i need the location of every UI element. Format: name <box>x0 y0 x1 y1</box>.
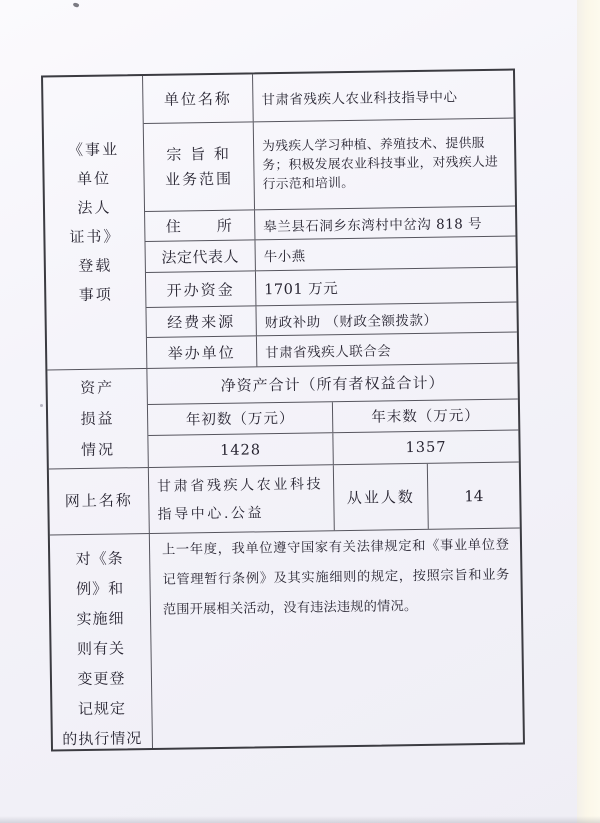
field-value-text: 1701 万元 <box>264 280 339 298</box>
field-label-text: 单位名称 <box>163 89 233 109</box>
cert-rows <box>143 71 517 368</box>
field-value <box>257 333 517 367</box>
field-value-text: 皋兰县石洞乡东湾村中岔沟 818 号 <box>263 215 483 235</box>
cert-side-label <box>43 76 147 369</box>
year-start-value: 1428 <box>148 434 333 467</box>
assets-grid <box>147 364 518 467</box>
field-value <box>254 119 515 210</box>
field-label <box>146 271 256 307</box>
field-value-text: 甘肃省残疾人农业科技指导中心 <box>261 88 458 108</box>
cert-side-label-line: 证书》 <box>69 227 121 247</box>
staff-count-value: 14 <box>464 486 484 505</box>
compliance-side-label-line: 则有关 <box>76 639 126 659</box>
field-value <box>256 303 516 336</box>
compliance-side-label-line: 实施细 <box>76 609 125 629</box>
dust-speck <box>72 2 79 8</box>
cert-side-label-line: 登载 <box>78 256 113 276</box>
field-label-text: 宗 旨 和 <box>166 144 232 164</box>
field-label-text: 业务范围 <box>164 169 234 189</box>
cert-side-label-line: 单位 <box>76 169 112 189</box>
cert-side-label-line: 事项 <box>78 285 113 305</box>
staff-count-label: 从业人数 <box>334 464 429 530</box>
net-assets-header: 净资产合计（所有者权益合计） <box>220 373 445 395</box>
field-label <box>143 74 254 123</box>
year-end-header: 年末数（万元） <box>371 408 480 427</box>
registration-items-table <box>41 69 525 752</box>
field-label-text: 法定代表人 <box>161 247 240 267</box>
compliance-text: 上一年度，我单位遵守国家有关法律规定和《事业单位登记管理暂行条例》及其实施细则的规定，按照宗旨和业务范围开展相关活动，没有违法违规的情况。 <box>161 537 510 618</box>
assets-values <box>148 430 518 467</box>
compliance-side-label-line: 的执行情况 <box>62 729 143 749</box>
scanner-background-strip <box>577 0 600 823</box>
field-value <box>256 268 516 306</box>
dust-speck <box>40 404 43 407</box>
field-row-purpose-scope <box>144 118 515 211</box>
assets-side-label-line: 资产 <box>79 378 115 397</box>
field-label <box>147 336 257 368</box>
field-value <box>255 237 515 271</box>
compliance-side-label <box>50 534 153 749</box>
assets-side-label-line: 情况 <box>80 439 116 459</box>
field-label <box>146 306 256 337</box>
field-label-text: 住 所 <box>165 216 234 236</box>
field-row-unit-name <box>143 71 514 123</box>
online-name-value-text: 甘肃省残疾人农业科技指导中心.公益 <box>157 475 324 523</box>
online-name-row <box>49 462 520 535</box>
field-value <box>253 71 514 122</box>
cert-side-label-line: 法人 <box>77 198 112 218</box>
scan-bottom-shadow <box>0 816 600 823</box>
compliance-section <box>50 528 523 750</box>
cert-side-label-line: 《事业 <box>67 140 120 160</box>
field-row-sponsor-unit <box>147 332 517 368</box>
assets-section <box>47 363 518 469</box>
cert-section <box>43 71 517 370</box>
field-value-text: 财政补助 （财政全额拨款） <box>264 312 438 331</box>
field-label <box>144 122 255 211</box>
field-label <box>145 240 255 272</box>
field-label-text: 举办单位 <box>167 343 236 363</box>
field-label <box>145 210 255 241</box>
assets-side-label <box>47 369 148 468</box>
year-end-value: 1357 <box>405 439 447 456</box>
compliance-side-label-line: 例》和 <box>75 579 125 599</box>
field-label-text: 开办资金 <box>166 280 235 300</box>
online-name-label <box>49 468 150 534</box>
field-value-text: 甘肃省残疾人联合会 <box>265 343 392 362</box>
assets-side-label-line: 损益 <box>80 409 115 428</box>
field-row-startup-capital <box>146 267 516 307</box>
compliance-side-label-line: 变更登 <box>77 669 126 689</box>
online-name-label-text: 网上名称 <box>64 491 133 511</box>
year-start-header: 年初数（万元） <box>148 402 333 435</box>
compliance-side-label-line: 对《条 <box>75 549 124 569</box>
online-name-value <box>149 465 335 533</box>
field-value-text: 为残疾人学习种植、养殖技术、提供服务；积极发展农业科技事业，对残疾人进行示范和培训。 <box>261 135 499 193</box>
field-label-text: 经费来源 <box>167 312 236 332</box>
compliance-side-label-line: 记规定 <box>77 699 127 719</box>
field-value <box>255 207 515 240</box>
field-value-text: 牛小燕 <box>263 248 306 266</box>
